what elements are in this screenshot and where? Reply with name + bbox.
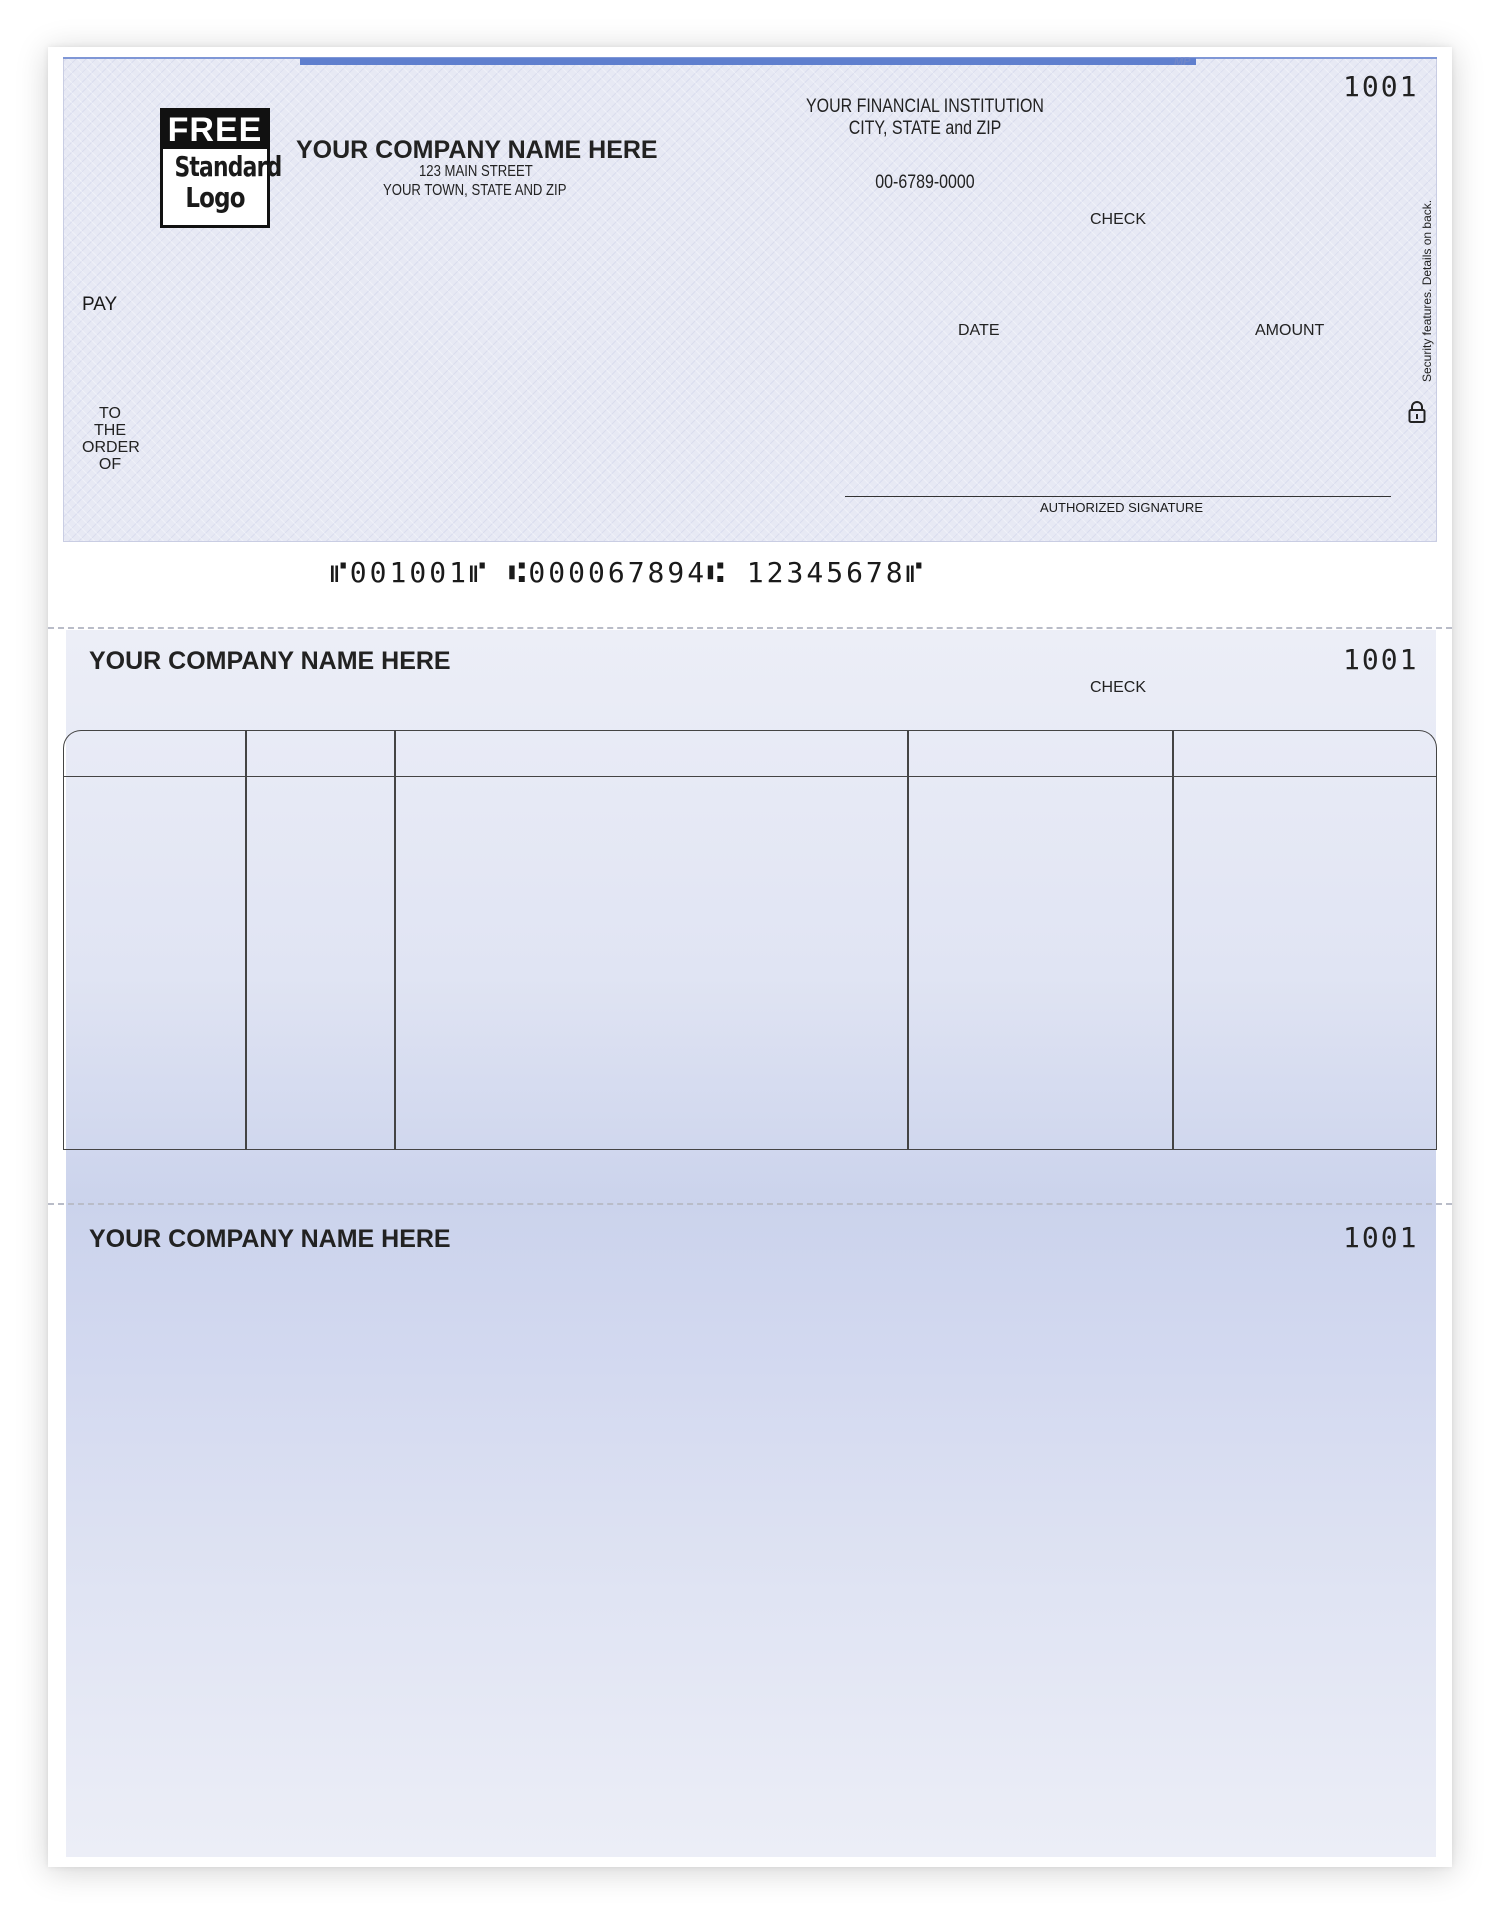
- order-label-line2: ORDER: [82, 439, 140, 456]
- table-column-divider: [907, 730, 909, 1150]
- stub2-company-name: YOUR COMPANY NAME HERE: [89, 1225, 451, 1253]
- signature-line: [845, 496, 1391, 497]
- bank-name: YOUR FINANCIAL INSTITUTION: [806, 96, 1044, 117]
- logo-logo-text: Logo: [185, 181, 245, 214]
- company-logo: [160, 108, 282, 228]
- order-label-line3: OF: [98, 456, 122, 473]
- stub1-check-number: 1001: [1343, 643, 1419, 676]
- perforation-line-top: [48, 627, 1452, 629]
- stub-detail-table: [63, 730, 1437, 1150]
- company-address-line2: YOUR TOWN, STATE AND ZIP: [383, 182, 567, 199]
- check-number: 1001: [1343, 70, 1419, 103]
- company-address-line1: 123 MAIN STREET: [419, 163, 533, 180]
- table-column-divider: [245, 730, 247, 1150]
- stub-table-header: [63, 730, 1437, 777]
- signature-label: AUTHORIZED SIGNATURE: [1040, 500, 1203, 515]
- routing-fraction: 00-6789-0000: [875, 172, 975, 193]
- logo-standard-text: Standard: [174, 150, 282, 183]
- bank-city: CITY, STATE and ZIP: [848, 118, 1002, 139]
- mp-mark: MP: [1174, 56, 1191, 68]
- amount-label: AMOUNT: [1255, 322, 1325, 339]
- stub2-check-number: 1001: [1343, 1221, 1419, 1254]
- micr-line: ⑈001001⑈ ⑆000067894⑆ 12345678⑈: [330, 556, 926, 589]
- order-label: [82, 405, 138, 473]
- check-label: CHECK: [1090, 211, 1147, 228]
- order-label-line1: TO THE: [94, 405, 126, 439]
- stub1-company-name: YOUR COMPANY NAME HERE: [89, 647, 451, 675]
- pay-label: PAY: [82, 294, 118, 315]
- stub-lower: [66, 1205, 1436, 1857]
- check-accent-bar: [300, 58, 1196, 65]
- date-label: DATE: [958, 322, 1000, 339]
- stub-table-body: [63, 776, 1437, 1150]
- logo-free-text: FREE: [163, 111, 267, 149]
- company-name: YOUR COMPANY NAME HERE: [296, 136, 658, 164]
- table-column-divider: [394, 730, 396, 1150]
- lock-icon: [1407, 400, 1427, 424]
- stub1-check-label: CHECK: [1090, 679, 1147, 696]
- security-features-text: Security features. Details on back.: [1420, 199, 1434, 382]
- table-column-divider: [1172, 730, 1174, 1150]
